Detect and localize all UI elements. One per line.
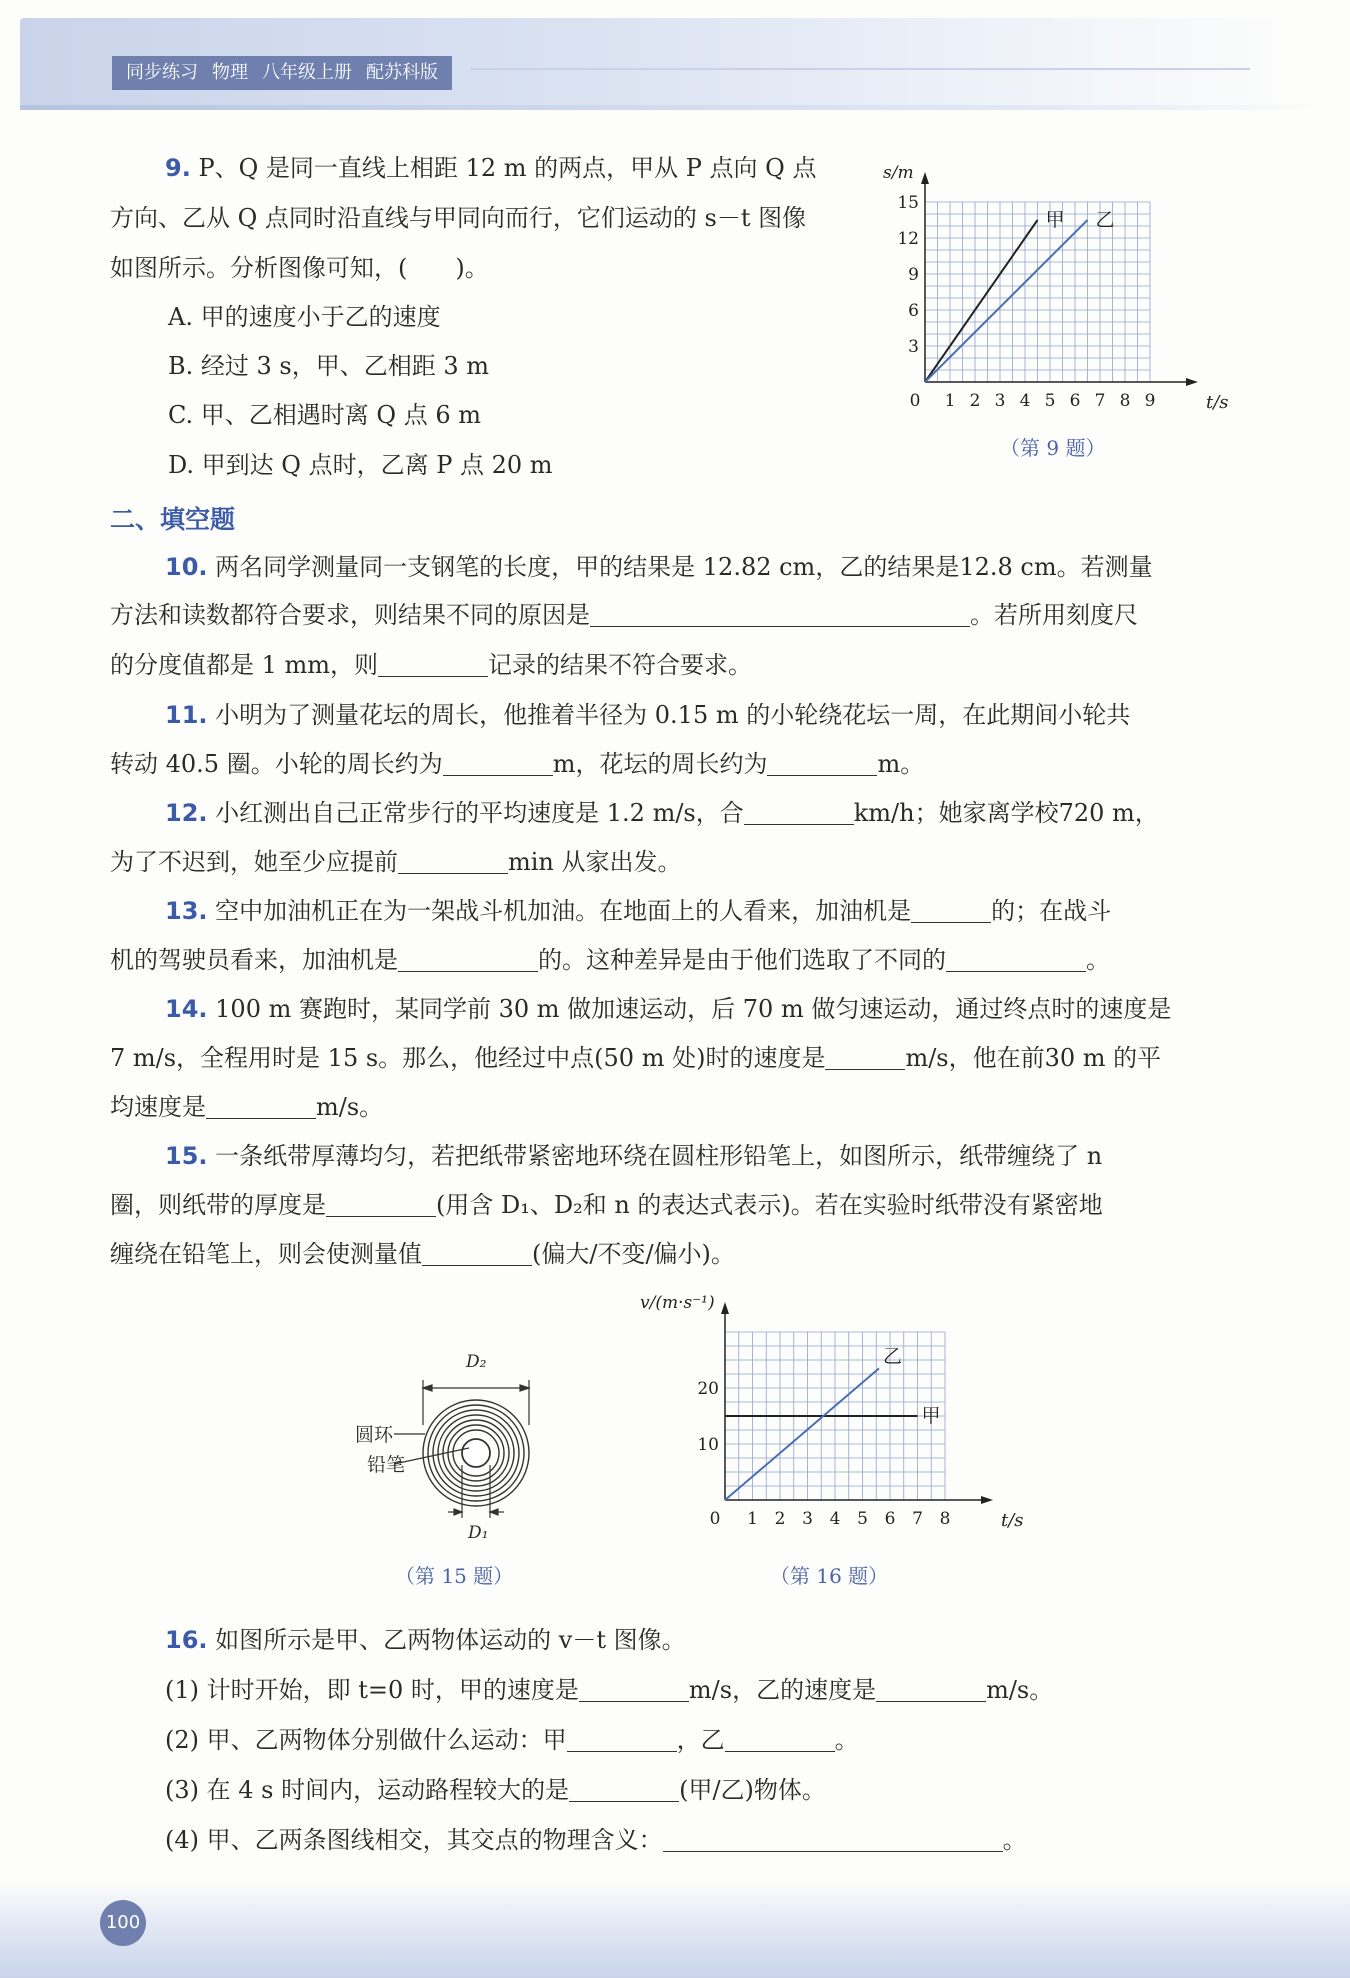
q16-blank-jia-motion[interactable] (567, 1727, 677, 1752)
q11-line1: 11. 小明为了测量花坛的周长，他推着半径为 0.15 m 的小轮绕花坛一周，在此期间小轮共 (165, 701, 1131, 729)
q9-caption: （第 9 题） (1000, 436, 1106, 460)
q13-blank-pilot[interactable] (398, 947, 538, 972)
q10-line1: 10. 两名同学测量同一支钢笔的长度，甲的结果是 12.82 cm，乙的结果是12.8 cm。若测量 (165, 553, 1153, 581)
q10-blank-reason[interactable] (590, 602, 970, 627)
q10-blank-who[interactable] (378, 652, 488, 677)
q15-line3: 缠绕在铅笔上，则会使测量值 (偏大/不变/偏小)。 (110, 1240, 735, 1268)
q9-chart-series-jia-label: 甲 (1045, 209, 1065, 231)
q16-sub1: (1) 计时开始，即 t=0 时，甲的速度是 m/s，乙的速度是 m/s。 (165, 1676, 1054, 1704)
q14-line2: 7 m/s，全程用时是 15 s。那么，他经过中点(50 m 处)时的速度是 m/s，他在前30 m 的平 (110, 1044, 1162, 1072)
q16-chart-y-tick-label: 10 (697, 1435, 719, 1455)
q9-chart-x-tick-label: 8 (1119, 391, 1131, 411)
q9-chart-y-tick-label: 3 (908, 337, 919, 357)
q16-chart-y-arrow (721, 1302, 729, 1314)
header-subject: 物理 (212, 62, 248, 83)
q16-chart-x-tick-label: 8 (939, 1509, 951, 1529)
q9-line1: 9. P、Q 是同一直线上相距 12 m 的两点，甲从 P 点向 Q 点 (165, 154, 817, 182)
pencil-core (462, 1439, 490, 1467)
q10-line3: 的分度值都是 1 mm，则 记录的结果不符合要求。 (110, 651, 753, 679)
q9-chart-y-tick-label: 6 (908, 301, 919, 321)
q9-chart-x-tick-label: 3 (994, 391, 1006, 411)
q9-chart-series-yi-label: 乙 (1095, 209, 1115, 231)
d2-label: D₂ (466, 1352, 487, 1372)
q16-chart-x-tick-label: 5 (857, 1509, 868, 1529)
q11-blank-bed[interactable] (767, 751, 877, 776)
q12-blank-min[interactable] (398, 849, 508, 874)
q16-intro: 16. 如图所示是甲、乙两物体运动的 v－t 图像。 (165, 1626, 686, 1654)
q16-chart-x-tick-label: 4 (829, 1509, 841, 1529)
q16-sub4: (4) 甲、乙两条图线相交，其交点的物理含义： 。 (165, 1826, 1027, 1854)
q13-blank-ground[interactable] (911, 898, 991, 923)
q15-line1: 15. 一条纸带厚薄均匀，若把纸带紧密地环绕在圆柱形铅笔上，如图所示，纸带缠绕了 n (165, 1142, 1103, 1170)
q16-chart-x-axis-label: t/s (1001, 1510, 1024, 1531)
q16-sub2: (2) 甲、乙两物体分别做什么运动：甲 ，乙 。 (165, 1726, 859, 1754)
q9-chart-y-tick-label: 9 (908, 265, 919, 285)
q15-blank-thickness[interactable] (326, 1192, 436, 1217)
q9-chart-x-tick-label: 0 (909, 391, 921, 411)
q9-chart-y-axis-label: s/m (883, 163, 914, 183)
q16-blank-jia-v0[interactable] (579, 1677, 689, 1702)
q14-blank-midspeed[interactable] (825, 1045, 905, 1070)
q9-chart-y-tick-label: 15 (897, 193, 919, 213)
q9-chart-x-tick-label: 2 (969, 391, 981, 411)
q12-line2: 为了不迟到，她至少应提前 min 从家出发。 (110, 848, 682, 876)
header-tag (112, 56, 452, 90)
q16-chart-x-tick-label: 0 (709, 1509, 721, 1529)
q16-sub3: (3) 在 4 s 时间内，运动路程较大的是 (甲/乙)物体。 (165, 1776, 826, 1804)
q9-chart-y-tick-label: 12 (897, 229, 919, 249)
q16-blank-yi-motion[interactable] (725, 1727, 835, 1752)
q16-blank-yi-v0[interactable] (876, 1677, 986, 1702)
q16-chart-x-tick-label: 6 (884, 1509, 896, 1529)
q15-blank-error[interactable] (422, 1241, 532, 1266)
q16-chart-x-arrow (981, 1496, 993, 1504)
q9-chart-x-tick-label: 6 (1069, 391, 1081, 411)
q11-blank-wheel[interactable] (443, 751, 553, 776)
q16-chart-x-tick-label: 3 (802, 1509, 813, 1529)
q16-chart-series-yi-label: 乙 (883, 1345, 903, 1368)
q16-chart-x-tick-label: 7 (912, 1509, 923, 1529)
q16-chart-y-tick-label: 20 (697, 1379, 719, 1399)
header-edition: 配苏科版 (366, 62, 438, 83)
q14-blank-avgspeed[interactable] (206, 1094, 316, 1119)
q9-chart-x-tick-label: 1 (944, 391, 956, 411)
ring-label: 圆环 (355, 1424, 394, 1446)
q9-chart-x-axis-label: t/s (1206, 392, 1229, 413)
q11-line2: 转动 40.5 圈。小轮的周长约为 m，花坛的周长约为 m。 (110, 750, 925, 778)
q9-line2: 方向、乙从 Q 点同时沿直线与甲同向而行，它们运动的 s－t 图像 (110, 204, 807, 232)
q9-chart-x-tick-label: 9 (1144, 391, 1156, 411)
q9-chart-x-arrow (1186, 378, 1198, 386)
q10-line2: 方法和读数都符合要求，则结果不同的原因是 。若所用刻度尺 (110, 601, 1138, 629)
q16-chart-y-axis-label: v/(m·s⁻¹) (640, 1293, 715, 1313)
header-rule (470, 68, 1250, 70)
q14-line1: 14. 100 m 赛跑时，某同学前 30 m 做加速运动，后 70 m 做匀速运动，通过终点时的速度是 (165, 995, 1172, 1023)
q16-vt-chart (630, 1293, 1024, 1550)
q15-caption: （第 15 题） (395, 1564, 514, 1588)
q9-option-b: B. 经过 3 s，甲、乙相距 3 m (168, 352, 490, 380)
q9-option-d: D. 甲到达 Q 点时，乙离 P 点 20 m (168, 451, 553, 479)
q16-chart-x-tick-label: 1 (747, 1509, 758, 1529)
q15-line2: 圈，则纸带的厚度是 (用含 D₁、D₂和 n 的表达式表示)。若在实验时纸带没有紧密地 (110, 1191, 1103, 1219)
pencil-label: 铅笔 (367, 1454, 406, 1476)
q16-chart-x-tick-label: 2 (774, 1509, 786, 1529)
d1-label: D₁ (468, 1523, 489, 1543)
q16-caption: （第 16 题） (770, 1564, 889, 1588)
q9-option-c: C. 甲、乙相遇时离 Q 点 6 m (168, 401, 481, 429)
header-grade: 八年级上册 (262, 62, 352, 83)
q13-line1: 13. 空中加油机正在为一架战斗机加油。在地面上的人看来，加油机是 的；在战斗 (165, 897, 1112, 925)
q9-line3: 如图所示。分析图像可知，( )。 (110, 254, 489, 282)
d2-dimension (423, 1380, 529, 1425)
page-number: 100 (100, 1900, 146, 1946)
q14-line3: 均速度是 m/s。 (110, 1093, 384, 1121)
q12-line1: 12. 小红测出自己正常步行的平均速度是 1.2 m/s，合 km/h；她家离学校720 m， (165, 799, 1159, 827)
q12-blank-kmh[interactable] (744, 800, 854, 825)
q9-chart-x-tick-label: 5 (1044, 391, 1056, 411)
q9-chart-x-tick-label: 7 (1094, 391, 1106, 411)
q9-chart-y-arrow (921, 172, 929, 184)
q16-chart-series-jia-label: 甲 (921, 1405, 941, 1427)
q16-blank-longer[interactable] (569, 1777, 679, 1802)
q9-chart-x-tick-label: 4 (1019, 391, 1031, 411)
q13-blank-reference[interactable] (946, 947, 1086, 972)
section-fill-in-title: 二、填空题 (110, 505, 236, 534)
q9-st-chart (880, 150, 1240, 430)
q13-line2: 机的驾驶员看来，加油机是 的。这种差异是由于他们选取了不同的 。 (110, 946, 1110, 974)
header-series: 同步练习 (126, 62, 198, 83)
footer-band (0, 1880, 1350, 1978)
q16-blank-meaning[interactable] (663, 1827, 1003, 1852)
q9-option-a: A. 甲的速度小于乙的速度 (168, 303, 441, 331)
